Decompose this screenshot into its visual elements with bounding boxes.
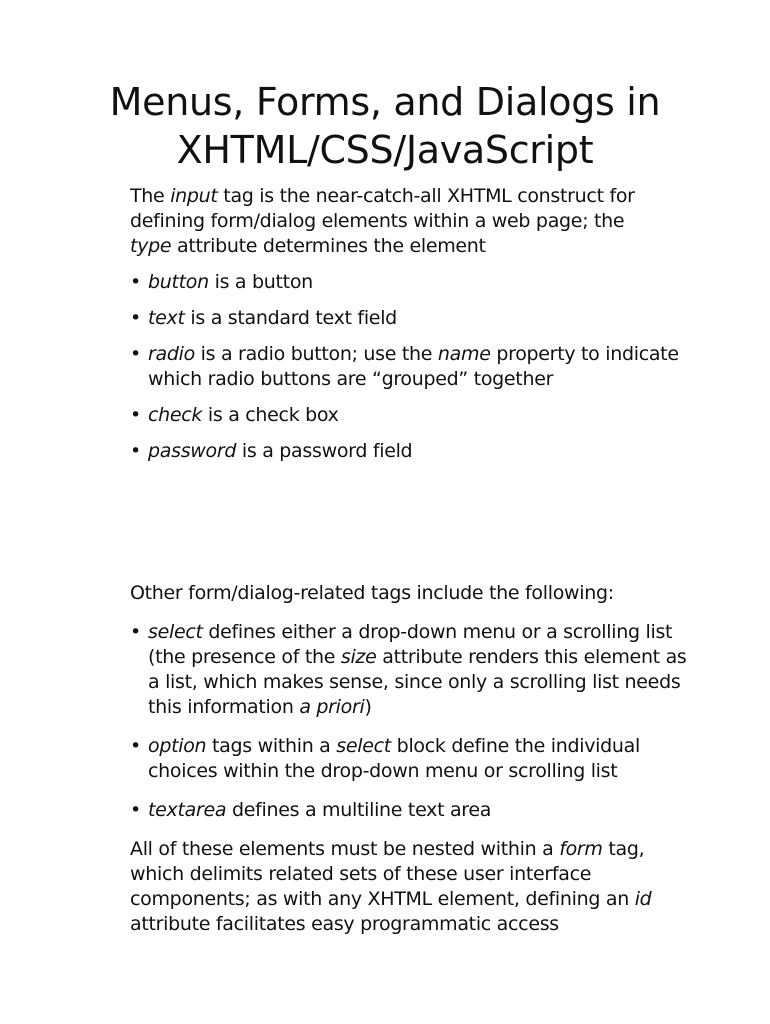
list-item-term: password [148, 440, 237, 462]
list-item-term: textarea [148, 799, 227, 821]
bullet-icon: • [130, 735, 141, 757]
list-item-term: check [148, 404, 203, 426]
intro-text-end: attribute determines the element [171, 235, 486, 257]
bullet-icon: • [130, 440, 141, 462]
list-item-term: a priori [299, 696, 365, 718]
list-item-desc: block define the individual choices within the drop-down menu or scrolling list [148, 735, 640, 782]
list-item [130, 342, 688, 392]
list-item-term: select [148, 621, 203, 643]
other-tags-intro: Other form/dialog-related tags include the following: [130, 582, 614, 604]
list-item-desc: tags within a [206, 735, 337, 757]
list-item [130, 270, 688, 295]
list-item-desc: defines either a drop-down menu or a scrolling list (the presence of the [148, 621, 673, 668]
list-item [130, 620, 688, 720]
list-item-desc: is a check box [202, 404, 339, 426]
list-item-term: text [148, 307, 185, 329]
list-item-desc: attribute renders this element as a list, which makes sense, since only a scrolling list needs this information [148, 646, 687, 718]
bullet-icon: • [130, 271, 141, 293]
bullet-icon: • [130, 343, 141, 365]
bullet-icon: • [130, 799, 141, 821]
intro-term-type: type [130, 235, 172, 257]
list-item [130, 734, 688, 784]
list-item [130, 439, 688, 464]
list-item-term: radio [148, 343, 195, 365]
closing-term-id: id [634, 888, 652, 910]
title-line-2: XHTML/CSS/JavaScript [176, 128, 594, 172]
list-item-desc: is a standard text field [184, 307, 397, 329]
closing-text-start: All of these elements must be nested within a [130, 838, 560, 860]
list-item-term: size [340, 646, 377, 668]
intro-term-input: input [170, 185, 218, 207]
list-item-desc: ) [364, 696, 372, 718]
intro-text-start: The [130, 185, 171, 207]
list-item-term: button [148, 271, 209, 293]
list-item-desc: is a password field [236, 440, 413, 462]
list-item-desc: defines a multiline text area [226, 799, 492, 821]
intro-text-middle: tag is the near-catch-all XHTML construct for defining form/dialog elements within a web page; the [130, 185, 635, 232]
list-item-term: option [148, 735, 207, 757]
list-item-desc: is a radio button; use the [194, 343, 438, 365]
list-item-term: select [336, 735, 391, 757]
list-item [130, 306, 688, 331]
closing-text-end: attribute facilitates easy programmatic access [130, 913, 559, 935]
bullet-icon: • [130, 404, 141, 426]
closing-paragraph [130, 837, 670, 937]
title-line-1: Menus, Forms, and Dialogs in [109, 80, 661, 124]
intro-paragraph [130, 184, 670, 259]
closing-text-middle: tag, which delimits related sets of these user interface components; as with any XHTML element, defining an [130, 838, 645, 910]
list-item-term: name [437, 343, 491, 365]
bullet-icon: • [130, 307, 141, 329]
bullet-icon: • [130, 621, 141, 643]
list-item-desc: is a button [208, 271, 313, 293]
list-item-desc: property to indicate which radio buttons are “grouped” together [148, 343, 679, 390]
list-item [130, 798, 688, 823]
list-item [130, 403, 688, 428]
page-title [60, 78, 710, 174]
closing-term-form: form [559, 838, 603, 860]
